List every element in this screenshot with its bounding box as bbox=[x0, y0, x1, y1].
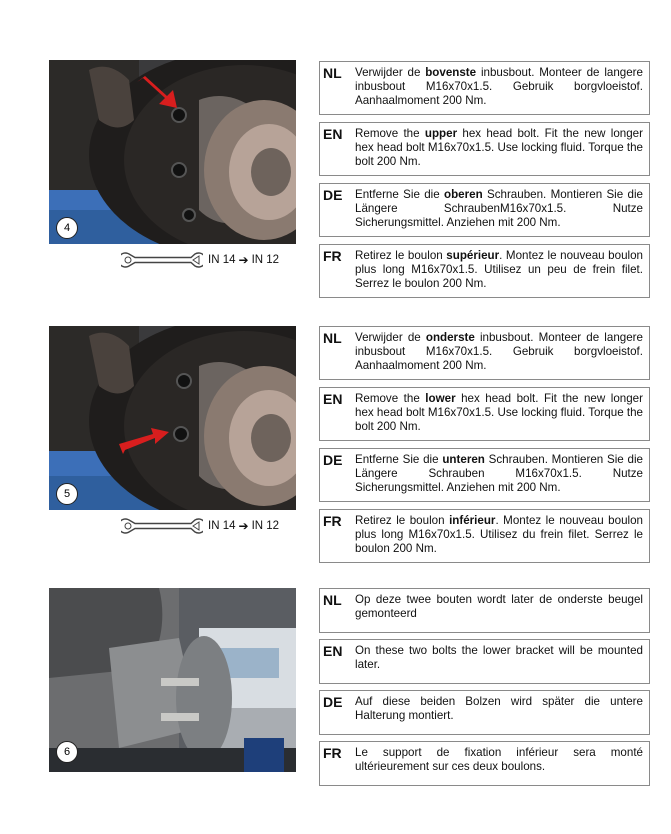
instruction-text: Entferne Sie die oberen Schrauben. Montieren Sie die Längere SchraubenM16x70x1.5. Nutze Sicherungsmittel. Anziehen mit 200 Nm. bbox=[355, 188, 643, 229]
language-code: EN bbox=[323, 643, 343, 659]
language-code: DE bbox=[323, 452, 343, 468]
tool-size-to: IN 12 bbox=[251, 254, 280, 266]
instruction-text: On these two bolts the lower bracket will be mounted later. bbox=[355, 644, 643, 671]
language-code: DE bbox=[323, 694, 343, 710]
suspension-photo bbox=[49, 588, 296, 772]
step-number-badge: 6 bbox=[56, 741, 78, 763]
tool-indicator bbox=[121, 516, 279, 536]
step-number-badge: 4 bbox=[56, 217, 78, 239]
language-code: NL bbox=[323, 330, 342, 346]
text-box-de bbox=[319, 448, 650, 502]
instruction-text: Retirez le boulon inférieur. Montez le nouveau boulon plus long M16x70x1.5. Utilisez du frein filet. Serrez le boulon 200 Nm. bbox=[355, 514, 643, 555]
language-code: FR bbox=[323, 248, 342, 264]
instruction-text: Remove the upper hex head bolt. Fit the new longer hex head bolt M16x70x1.5. Use locking fluid. Torque the bolt 200 Nm. bbox=[355, 127, 643, 168]
text-box-nl bbox=[319, 588, 650, 633]
brake-disc-photo bbox=[49, 326, 296, 510]
wrench-icon bbox=[121, 516, 203, 536]
text-box-fr bbox=[319, 509, 650, 563]
text-box-fr bbox=[319, 244, 650, 298]
instruction-text: Le support de fixation inférieur sera monté ultérieurement sur ces deux boulons. bbox=[355, 746, 643, 773]
tool-size-to: IN 12 bbox=[251, 520, 280, 532]
text-box-de bbox=[319, 183, 650, 237]
wrench-icon bbox=[121, 250, 203, 270]
text-box-en bbox=[319, 122, 650, 176]
instruction-text: Verwijder de bovenste inbusbout. Monteer de langere inbusbout M16x70x1.5. Gebruik borgvloeistof. Aanhaalmoment 200 Nm. bbox=[355, 66, 643, 107]
text-box-de bbox=[319, 690, 650, 735]
step-6-photo bbox=[49, 588, 296, 772]
text-box-fr bbox=[319, 741, 650, 786]
step-number-badge: 5 bbox=[56, 483, 78, 505]
language-code: FR bbox=[323, 513, 342, 529]
arrow-right-icon: ➔ bbox=[238, 519, 249, 533]
tool-indicator bbox=[121, 250, 279, 270]
language-code: EN bbox=[323, 126, 343, 142]
text-box-nl bbox=[319, 61, 650, 115]
instruction-text: Remove the lower hex head bolt. Fit the new longer hex head bolt M16x70x1.5. Use locking fluid. Torque the bolt 200 Nm. bbox=[355, 392, 643, 433]
instruction-text: Entferne Sie die unteren Schrauben. Montieren Sie die Längere Schrauben M16x70x1.5. Nutze Sicherungsmittel. Anziehen mit 200 Nm. bbox=[355, 453, 643, 494]
brake-disc-photo bbox=[49, 60, 296, 244]
step-4-photo bbox=[49, 60, 296, 244]
text-box-en bbox=[319, 639, 650, 684]
language-code: DE bbox=[323, 187, 343, 203]
instruction-text: Auf diese beiden Bolzen wird später die untere Halterung montiert. bbox=[355, 695, 643, 722]
tool-size-from: IN 14 bbox=[208, 254, 236, 266]
tool-size-from: IN 14 bbox=[208, 520, 236, 532]
instruction-text: Verwijder de onderste inbusbout. Monteer de langere inbusbout M16x70x1.5. Gebruik borgvloeistof. Aanhaalmoment 200 Nm. bbox=[355, 331, 643, 372]
text-box-nl bbox=[319, 326, 650, 380]
instruction-text: Retirez le boulon supérieur. Montez le nouveau boulon plus long M16x70x1.5. Utilisez un peu de frein filet. Serrez le boulon 200 Nm. bbox=[355, 249, 643, 290]
language-code: FR bbox=[323, 745, 342, 761]
instruction-text: Op deze twee bouten wordt later de onderste beugel gemonteerd bbox=[355, 593, 643, 620]
text-box-en bbox=[319, 387, 650, 441]
step-5-photo bbox=[49, 326, 296, 510]
language-code: EN bbox=[323, 391, 343, 407]
arrow-right-icon: ➔ bbox=[238, 253, 249, 267]
language-code: NL bbox=[323, 65, 342, 81]
language-code: NL bbox=[323, 592, 342, 608]
